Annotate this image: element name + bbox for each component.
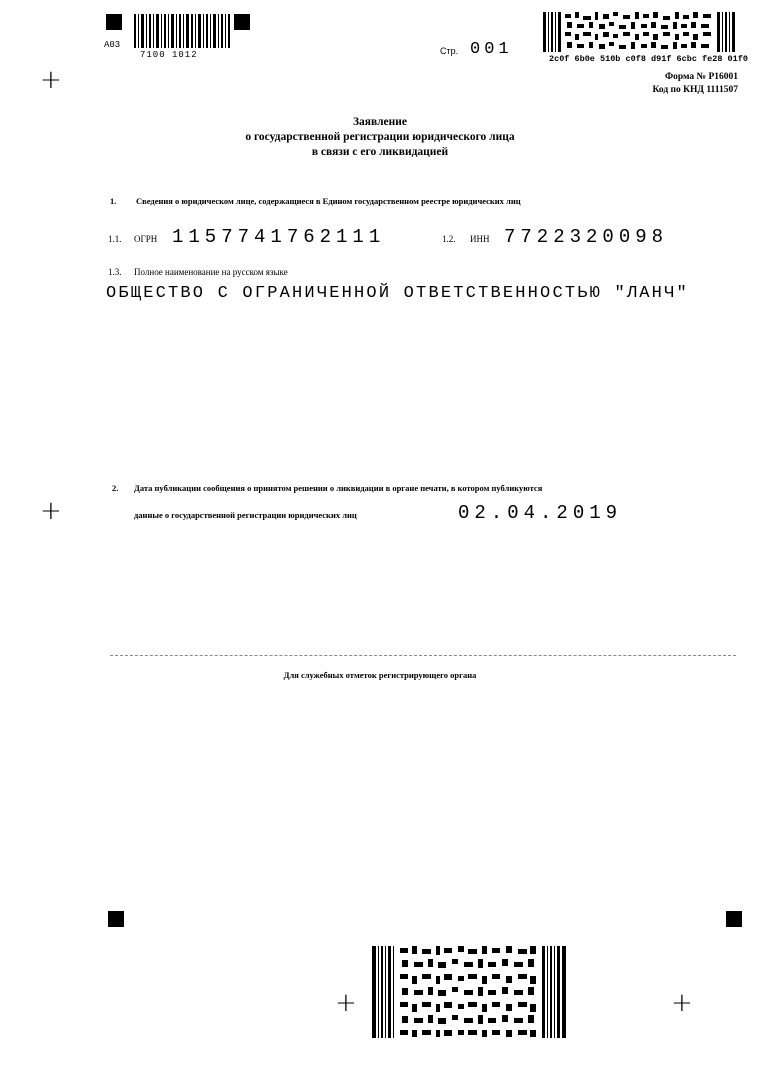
- publication-date-field[interactable]: 02.04.2019: [458, 502, 623, 524]
- registration-cross-bottom-right: +: [671, 988, 693, 1018]
- title-line-2: о государственной регистрации юридического лица: [245, 131, 515, 143]
- service-divider: [110, 655, 736, 656]
- registration-cross-top: +: [40, 65, 62, 95]
- page-number: 001: [470, 40, 513, 59]
- registration-cross-middle: +: [40, 496, 62, 526]
- title-line-1: Заявление: [352, 116, 407, 128]
- registration-cross-bottom-left: +: [335, 988, 357, 1018]
- qr-hex-code: 2c0f 6b0e 510b c0f8 d91f 6cbc fe28 01f0: [549, 54, 748, 64]
- service-marks-label: Для служебных отметок регистрирующего органа: [283, 670, 477, 680]
- page-label: Стр.: [440, 46, 459, 56]
- full-name-field[interactable]: ОБЩЕСТВО С ОГРАНИЧЕННОЙ ОТВЕТСТВЕННОСТЬЮ "ЛАНЧ": [106, 284, 689, 303]
- form-code-left: А03: [104, 40, 121, 50]
- inn-field[interactable]: 7722320098: [504, 226, 669, 248]
- pdf417-code-top: [543, 12, 735, 52]
- title-line-3: в связи с его ликвидацией: [311, 146, 449, 158]
- knd-code: Код по КНД 1111507: [652, 85, 738, 95]
- barcode-number: 7100 1012: [140, 50, 198, 60]
- corner-marker-top-left: [106, 14, 122, 30]
- section-1-heading: Сведения о юридическом лице, содержащиеся в Едином государственном реестре юридических лиц: [136, 196, 521, 206]
- inn-label: ИНН: [470, 234, 490, 244]
- form-number: Форма № Р16001: [664, 72, 738, 82]
- section-2-number: 2.: [112, 483, 119, 493]
- ogrn-field[interactable]: 1157741762111: [172, 226, 386, 248]
- corner-marker-bottom-right: [726, 911, 742, 927]
- name-number: 1.3.: [108, 267, 122, 277]
- section-1-number: 1.: [110, 196, 117, 206]
- corner-marker-bottom-left: [108, 911, 124, 927]
- linear-barcode-top: [134, 14, 230, 48]
- document-title: [0, 115, 760, 160]
- pdf417-code-bottom: [372, 946, 566, 1038]
- ogrn-number: 1.1.: [108, 234, 122, 244]
- section-2-line-1: Дата публикации сообщения о принятом решении о ликвидации в органе печати, в котором публикуются: [134, 483, 543, 493]
- corner-marker-top-middle: [234, 14, 250, 30]
- name-label: Полное наименование на русском языке: [134, 267, 288, 277]
- ogrn-label: ОГРН: [134, 234, 158, 244]
- inn-number: 1.2.: [442, 234, 456, 244]
- section-2-line-2: данные о государственной регистрации юридических лиц: [134, 510, 357, 520]
